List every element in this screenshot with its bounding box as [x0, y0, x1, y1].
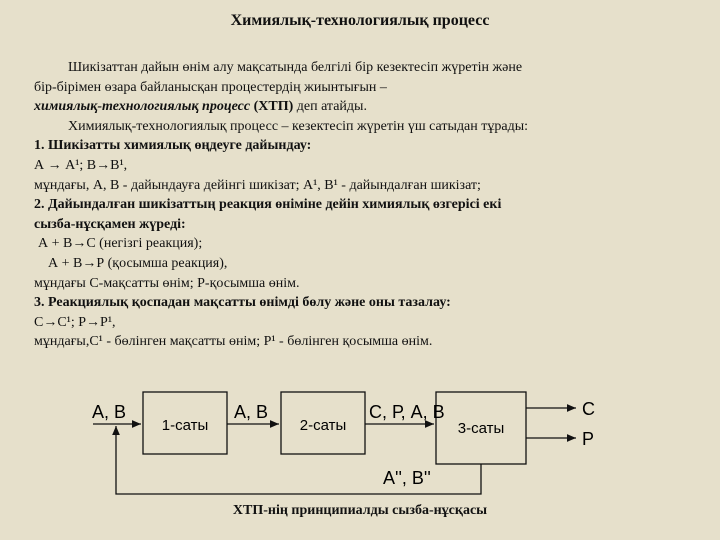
output-c-label: С	[582, 399, 595, 419]
stage2-reaction2: А + В→Р (қосымша реакция),	[48, 255, 228, 271]
stages-intro: Химиялық-технологиялық процесс – кезектесіп жүретін үш сатыдан тұрады:	[68, 118, 529, 134]
stage2-heading-line2: сызба-нұсқамен жүреді:	[34, 216, 186, 232]
intro-abbr: (ХТП)	[253, 99, 294, 115]
stage2-heading-line1: 2. Дайындалған шикізаттың реакция өніміне дейін химиялық өзгерісі екі	[34, 197, 502, 213]
output-p-label: Р	[582, 429, 595, 449]
diagram-caption: ХТП-нің принципиалды сызба-нұсқасы	[232, 503, 488, 518]
page-title: Химиялық-технологиялық процесс	[230, 12, 490, 29]
intro-line-2: бір-бірімен өзара байланысқан процестердің жиынтығын –	[34, 79, 387, 95]
stage3-heading: 3. Реакциялық қоспадан мақсатты өнімді бөлу және оны тазалау:	[34, 295, 451, 311]
stage1-box-label: 1-саты	[161, 417, 209, 434]
intro-term: химиялық-технологиялық процесс	[34, 99, 251, 115]
stage2-box-label: 2-саты	[299, 417, 347, 434]
stage2-reaction1: А + В→С (негізгі реакция);	[38, 236, 203, 252]
mid2-label: С, Р, А, В	[369, 402, 445, 422]
intro-line-1: Шикізаттан дайын өнім алу мақсатында белгілі бір кезектесіп жүретін және	[68, 60, 523, 75]
stage3-formula: С→С¹; Р→Р¹,	[34, 314, 116, 330]
stage1-note: мұндағы, А, В - дайындауға дейінгі шикізат; А¹, В¹ - дайындалған шикізат;	[34, 177, 481, 193]
intro-tail: деп атайды.	[293, 99, 367, 115]
stage3-box-label: 3-саты	[457, 420, 505, 437]
input-label: А, В	[92, 402, 127, 422]
mid1-label: А, В	[234, 402, 269, 422]
stage1-formula: А → А¹; В→В¹,	[34, 157, 128, 173]
stage2-note: мұндағы С-мақсатты өнім; Р-қосымша өнім.	[34, 275, 300, 291]
recycle-label: А'', В''	[383, 468, 431, 488]
stage1-heading: 1. Шикізатты химиялық өңдеуге дайындау:	[34, 138, 312, 154]
stage3-note: мұндағы,С¹ - бөлінген мақсатты өнім; Р¹ - бөлінген қосымша өнім.	[34, 334, 433, 350]
